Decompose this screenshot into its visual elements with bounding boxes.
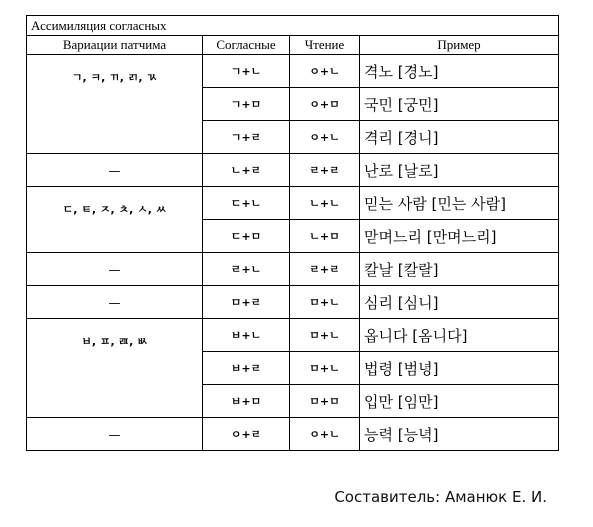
example-word: 난로 (364, 161, 393, 180)
example-cell: 격리 [경니] (360, 121, 559, 154)
example-cell: 칼날 [칼랄] (360, 253, 559, 286)
table-row (27, 154, 559, 187)
example-pronunciation: 날로 (403, 161, 433, 180)
example-cell: 국민 [궁민] (360, 88, 559, 121)
example-pronunciation: 옴니다 (418, 326, 462, 345)
table-row (27, 286, 559, 319)
example-pronunciation: 만며느리 (432, 227, 491, 246)
reading-cell: ㅇ+ㅁ (290, 88, 360, 121)
table-row (27, 253, 559, 286)
example-pronunciation: 경니 (403, 128, 433, 147)
reading-cell: ㅁ+ㄴ (290, 286, 360, 319)
consonants-cell: ㄱ+ㅁ (203, 88, 290, 121)
reading-cell: ㅇ+ㄴ (290, 418, 360, 451)
consonants-cell: ㄷ+ㅁ (203, 220, 290, 253)
consonants-cell: ㅂ+ㄹ (203, 352, 290, 385)
reading-cell: ㅁ+ㄴ (290, 352, 360, 385)
example-pronunciation: 궁민 (403, 95, 433, 114)
example-word: 격리 (364, 128, 393, 147)
example-word: 입만 (364, 392, 393, 411)
consonants-cell: ㄱ+ㄹ (203, 121, 290, 154)
example-cell: 격노 [경노] (360, 55, 559, 88)
consonants-cell: ㅁ+ㄹ (203, 286, 290, 319)
batchim-variation: ㄷ, ㅌ, ㅈ, ㅊ, ㅅ, ㅆ (27, 187, 203, 253)
example-pronunciation: 칼랄 (403, 260, 433, 279)
table-row (27, 55, 559, 88)
example-cell: 법령 [범녕] (360, 352, 559, 385)
table-row (27, 319, 559, 352)
header-example: Пример (360, 36, 559, 55)
batchim-variation: ㄱ, ㅋ, ㄲ, ㄺ, ㄳ (27, 55, 203, 154)
consonants-cell: ㅂ+ㄴ (203, 319, 290, 352)
consonants-cell: ㅇ+ㄹ (203, 418, 290, 451)
table-row (27, 418, 559, 451)
example-word: 심리 (364, 293, 393, 312)
example-word: 격노 (364, 62, 393, 81)
reading-cell: ㅁ+ㄴ (290, 319, 360, 352)
table-title: Ассимиляция согласных (27, 16, 559, 36)
consonants-cell: ㄷ+ㄴ (203, 187, 290, 220)
reading-cell: ㄴ+ㄴ (290, 187, 360, 220)
header-consonants: Согласные (203, 36, 290, 55)
example-word: 맏며느리 (364, 227, 422, 246)
example-pronunciation: 범녕 (403, 359, 433, 378)
example-cell: 난로 [날로] (360, 154, 559, 187)
example-cell: 능력 [능녁] (360, 418, 559, 451)
batchim-variation: — (27, 286, 203, 319)
consonants-cell: ㄱ+ㄴ (203, 55, 290, 88)
reading-cell: ㄴ+ㅁ (290, 220, 360, 253)
example-cell: 옵니다 [옴니다] (360, 319, 559, 352)
example-pronunciation: 심니 (403, 293, 433, 312)
header-reading: Чтение (290, 36, 360, 55)
example-word: 칼날 (364, 260, 393, 279)
reading-cell: ㅁ+ㅁ (290, 385, 360, 418)
reading-cell: ㅇ+ㄴ (290, 121, 360, 154)
batchim-variation: — (27, 154, 203, 187)
reading-cell: ㄹ+ㄹ (290, 253, 360, 286)
example-cell: 맏며느리 [만며느리] (360, 220, 559, 253)
example-cell: 믿는 사람 [민는 사람] (360, 187, 559, 220)
batchim-variation: ㅂ, ㅍ, ㄿ, ㅄ (27, 319, 203, 418)
example-word: 옵니다 (364, 326, 408, 345)
example-cell: 입만 [임만] (360, 385, 559, 418)
example-word: 믿는 사람 (364, 194, 427, 213)
author-credit: Составитель: Аманюк Е. И. (334, 488, 547, 506)
batchim-variation: — (27, 418, 203, 451)
example-pronunciation: 임만 (403, 392, 433, 411)
example-word: 국민 (364, 95, 393, 114)
example-word: 능력 (364, 425, 393, 444)
consonants-cell: ㅂ+ㅁ (203, 385, 290, 418)
example-pronunciation: 능녁 (403, 425, 433, 444)
header-row (27, 36, 559, 55)
consonants-cell: ㄹ+ㄴ (203, 253, 290, 286)
reading-cell: ㄹ+ㄹ (290, 154, 360, 187)
header-variations: Вариации патчима (27, 36, 203, 55)
consonants-cell: ㄴ+ㄹ (203, 154, 290, 187)
example-word: 법령 (364, 359, 393, 378)
batchim-variation: — (27, 253, 203, 286)
example-cell: 심리 [심니] (360, 286, 559, 319)
table-row (27, 187, 559, 220)
example-pronunciation: 민는 사람 (437, 194, 501, 213)
reading-cell: ㅇ+ㄴ (290, 55, 360, 88)
assimilation-table (26, 15, 559, 451)
example-pronunciation: 경노 (403, 62, 433, 81)
